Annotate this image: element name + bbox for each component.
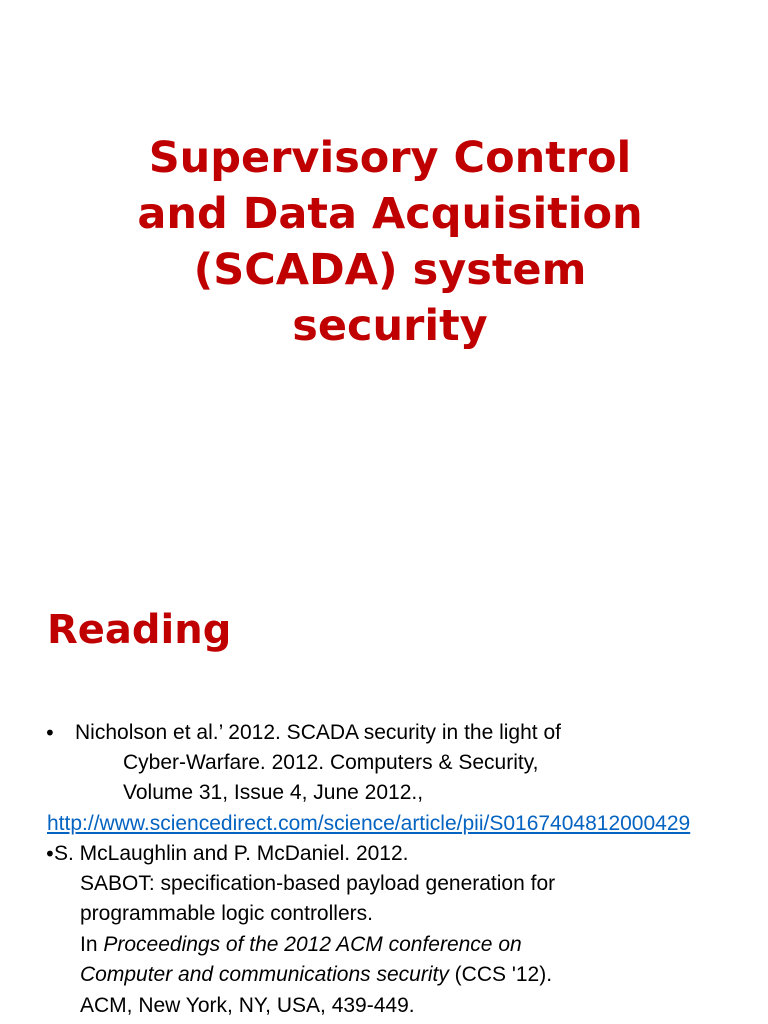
ref2-line-5-italic: Computer and communications security <box>80 963 449 986</box>
title-line-4: security <box>292 301 488 351</box>
bullet-1: • <box>44 721 56 745</box>
slide-title <box>60 130 720 354</box>
title-line-2: and Data Acquisition <box>137 189 643 239</box>
ref1-line-1: Nicholson et al.’ 2012. SCADA security in the light of <box>75 721 561 744</box>
title-line-3: (SCADA) system <box>193 245 587 295</box>
ref2-line-4-italic: Proceedings of the 2012 ACM conference on <box>103 933 522 956</box>
ref1-link[interactable]: http://www.sciencedirect.com/science/article/pii/S0167404812000429 <box>47 812 691 835</box>
reading-heading: Reading <box>47 607 232 653</box>
ref2-line-5-suffix: (CCS '12). <box>448 963 553 986</box>
ref2-line-4 <box>80 930 522 960</box>
ref2-line-2: SABOT: specification-based payload generation for <box>80 872 556 895</box>
title-line-1: Supervisory Control <box>148 133 632 183</box>
ref2-line-4-prefix: In <box>80 933 104 956</box>
ref1-line-2: Cyber-Warfare. 2012. Computers & Security, <box>123 751 539 774</box>
ref2-line-3: programmable logic controllers. <box>80 902 373 925</box>
bullet-2: • <box>44 842 56 866</box>
ref2-line-5 <box>80 960 552 990</box>
ref2-line-1: S. McLaughlin and P. McDaniel. 2012. <box>54 842 409 865</box>
ref1-link-wrap <box>47 809 690 839</box>
ref2-line-6: ACM, New York, NY, USA, 439-449. <box>80 994 415 1017</box>
ref1-line-3: Volume 31, Issue 4, June 2012., <box>123 781 424 804</box>
